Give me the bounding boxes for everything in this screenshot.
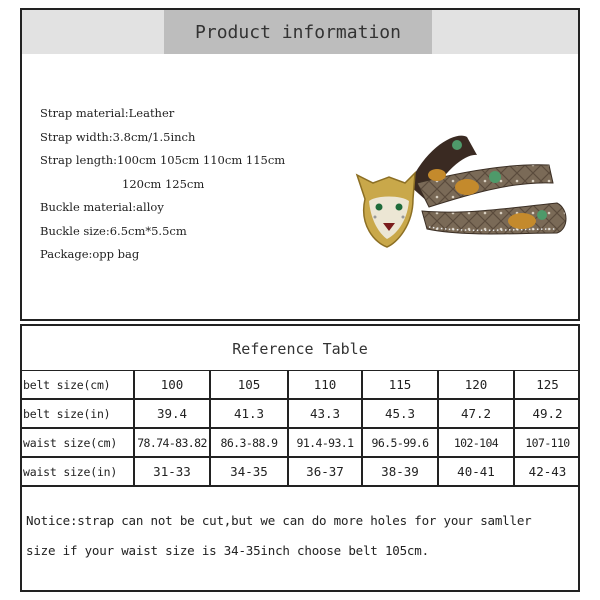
spec-package: Package:opp bag	[40, 247, 140, 261]
tiger-motif-2	[508, 213, 536, 229]
notice-line-1: Notice:strap can not be cut,but we can do more holes for your samller	[26, 513, 532, 528]
spec-list	[40, 102, 285, 267]
table-cell: 125	[514, 371, 580, 400]
table-cell: 39.4	[134, 399, 210, 428]
table-cell: 45.3	[362, 399, 438, 428]
reference-table-panel	[20, 324, 580, 592]
table-cell: 100	[134, 371, 210, 400]
floral-accent-1	[489, 171, 501, 183]
table-cell: 78.74-83.82	[134, 428, 210, 457]
spec-buckle-size: Buckle size:6.5cm*5.5cm	[40, 223, 187, 238]
table-cell: 107-110	[514, 428, 580, 457]
size-reference-table	[22, 370, 580, 487]
table-cell: 41.3	[210, 399, 288, 428]
tiger-motif-1	[455, 179, 479, 195]
table-cell: 86.3-88.9	[210, 428, 288, 457]
table-cell: 91.4-93.1	[288, 428, 362, 457]
floral-accent-2	[452, 140, 462, 150]
table-row-belt-size-in	[22, 399, 580, 428]
table-cell: 31-33	[134, 457, 210, 486]
table-cell: 120	[438, 371, 514, 400]
tiger-motif-3	[428, 169, 446, 181]
table-row-waist-size-cm	[22, 428, 580, 457]
table-cell: 43.3	[288, 399, 362, 428]
product-information-panel	[20, 8, 580, 321]
table-cell: 105	[210, 371, 288, 400]
table-cell: 47.2	[438, 399, 514, 428]
table-row-waist-size-in	[22, 457, 580, 486]
table-cell: 34-35	[210, 457, 288, 486]
size-notice	[26, 506, 576, 566]
title-strip	[22, 10, 578, 54]
table-cell: 42-43	[514, 457, 580, 486]
spec-strap-width: Strap width:3.8cm/1.5inch	[40, 129, 196, 144]
spec-strap-length-continued: 120cm 125cm	[122, 176, 205, 191]
reference-table-title: Reference Table	[232, 340, 368, 358]
row-label: waist size(in)	[22, 457, 134, 486]
table-cell: 49.2	[514, 399, 580, 428]
table-cell: 110	[288, 371, 362, 400]
page-title: Product information	[164, 10, 432, 54]
notice-line-2: size if your waist size is 34-35inch choose belt 105cm.	[26, 543, 429, 558]
row-label: belt size(in)	[22, 399, 134, 428]
belt-product-image	[317, 125, 567, 265]
row-label: waist size(cm)	[22, 428, 134, 457]
floral-accent-3	[537, 210, 547, 220]
table-cell: 96.5-99.6	[362, 428, 438, 457]
table-row-belt-size-cm	[22, 371, 580, 400]
table-cell: 36-37	[288, 457, 362, 486]
table-cell: 40-41	[438, 457, 514, 486]
spec-strap-material: Strap material:Leather	[40, 106, 175, 120]
row-label: belt size(cm)	[22, 371, 134, 400]
table-cell: 115	[362, 371, 438, 400]
leopard-head-buckle	[357, 173, 415, 247]
spec-buckle-material: Buckle material:alloy	[40, 200, 164, 214]
table-cell: 102-104	[438, 428, 514, 457]
table-cell: 38-39	[362, 457, 438, 486]
spec-strap-length: Strap length:100cm 105cm 110cm 115cm	[40, 153, 286, 167]
